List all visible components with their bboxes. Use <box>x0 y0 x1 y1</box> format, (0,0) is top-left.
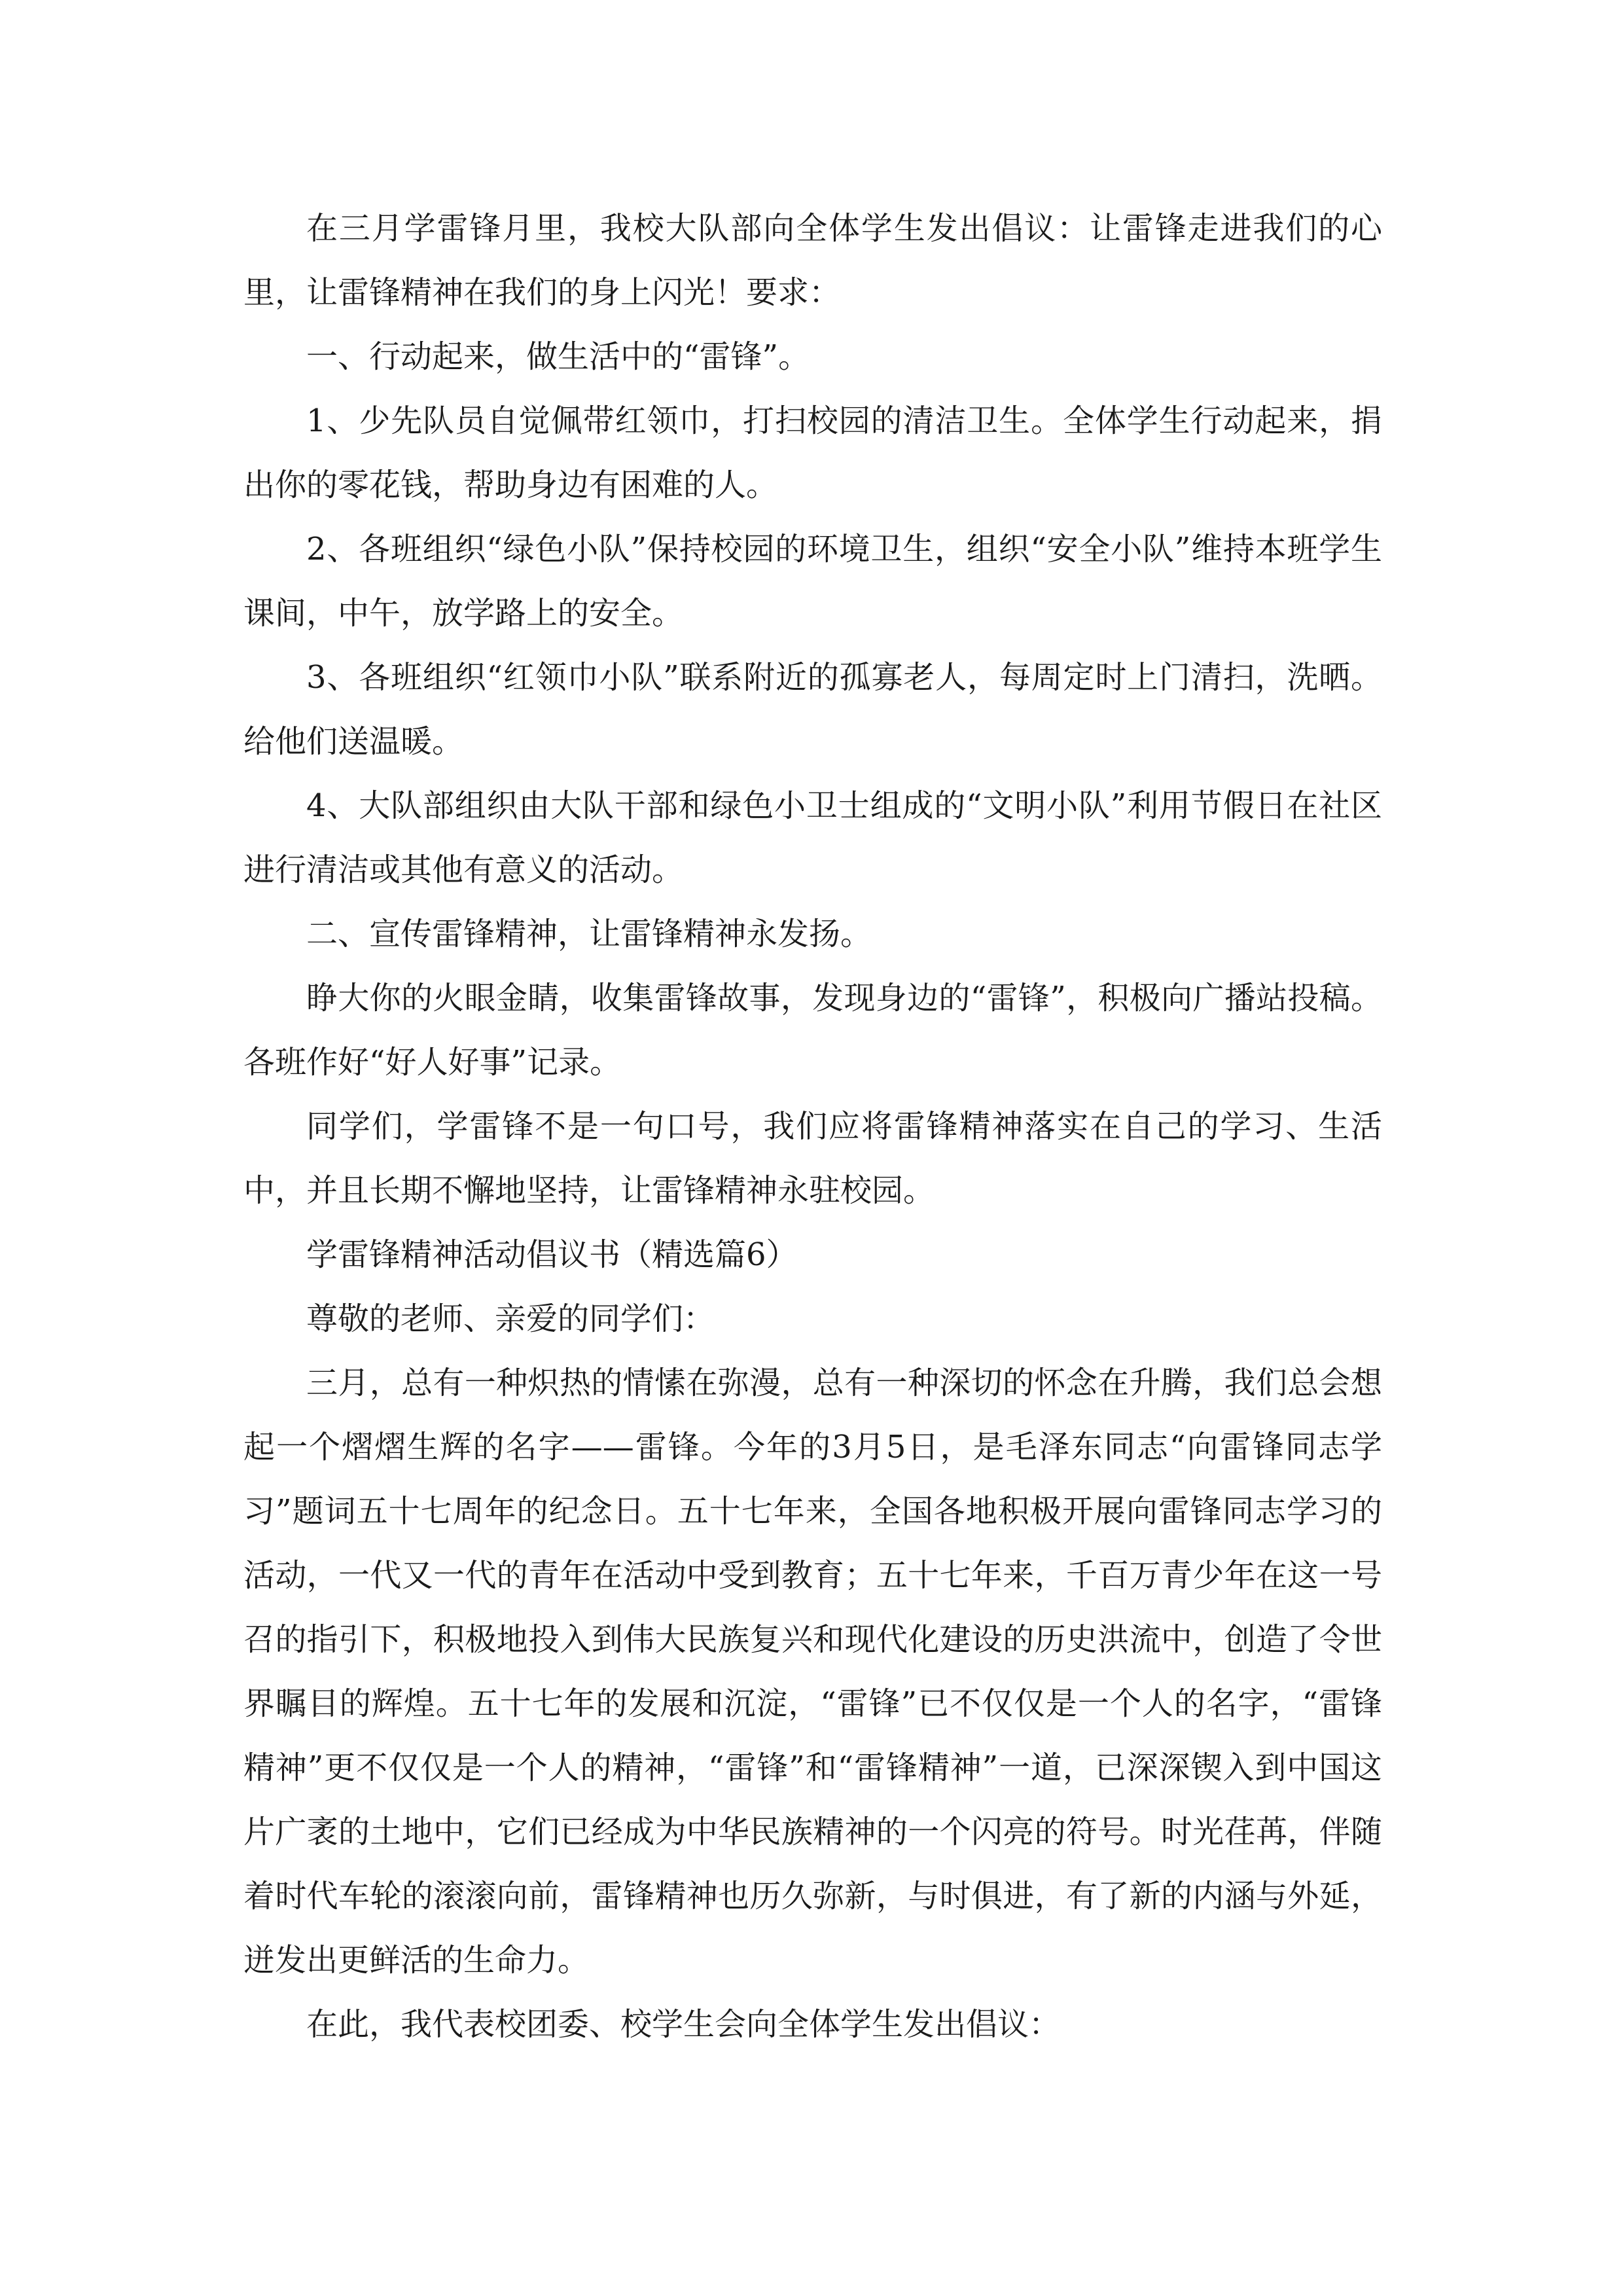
paragraph-intro: 在三月学雷锋月里，我校大队部向全体学生发出倡议：让雷锋走进我们的心里，让雷锋精神在我们的身上闪光！要求： <box>243 210 1382 311</box>
paragraph-march-memory: 三月，总有一种炽热的情愫在弥漫，总有一种深切的怀念在升腾，我们总会想起一个熠熠生辉的名字——雷锋。今年的3月5日，是毛泽东同志“向雷锋同志学习”题词五十七周年的纪念日。五十七年来，全国各地积极开展向雷锋同志学习的活动，一代又一代的青年在活动中受到教育；五十七年来，千百万青少年在这一号召的指引下，积极地投入到伟大民族复兴和现代化建设的历史洪流中，创造了令世界瞩目的辉煌。五十七年的发展和沉淀，“雷锋”已不仅仅是一个人的名字，“雷锋精神”更不仅仅是一个人的精神，“雷锋”和“雷锋精神”一道，已深深锲入到中国这片广袤的土地中，它们已经成为中华民族精神的一个闪亮的符号。时光荏苒，伴随着时代车轮的滚滚向前，雷锋精神也历久弥新，与时俱进，有了新的内涵与外延，迸发出更鲜活的生命力。 <box>243 1365 1382 1979</box>
paragraph-section-two-heading: 二、宣传雷锋精神，让雷锋精神永发扬。 <box>306 916 872 952</box>
document-body <box>243 196 1382 2056</box>
paragraph-proposal-intro: 在此，我代表校团委、校学生会向全体学生发出倡议： <box>306 2006 1061 2043</box>
paragraph-item-3: 3、各班组织“红领巾小队”联系附近的孤寡老人，每周定时上门清扫，洗晒。给他们送温暖。 <box>243 659 1382 760</box>
section-title: 学雷锋精神活动倡议书（精选篇6） <box>306 1236 798 1273</box>
paragraph-section-one-heading: 一、行动起来，做生活中的“雷锋”。 <box>306 338 810 375</box>
paragraph-closing: 同学们，学雷锋不是一句口号，我们应将雷锋精神落实在自己的学习、生活中，并且长期不懈地坚持，让雷锋精神永驻校园。 <box>243 1108 1382 1209</box>
salutation: 尊敬的老师、亲爱的同学们： <box>306 1300 715 1337</box>
paragraph-item-1: 1、少先队员自觉佩带红领巾，打扫校园的清洁卫生。全体学生行动起来，捐出你的零花钱，帮助身边有困难的人。 <box>243 403 1382 503</box>
paragraph-collect-stories: 睁大你的火眼金睛，收集雷锋故事，发现身边的“雷锋”，积极向广播站投稿。各班作好“好人好事”记录。 <box>243 980 1382 1081</box>
paragraph-item-2: 2、各班组织“绿色小队”保持校园的环境卫生，组织“安全小队”维持本班学生课间，中午，放学路上的安全。 <box>243 531 1382 632</box>
paragraph-item-4: 4、大队部组织由大队干部和绿色小卫士组成的“文明小队”利用节假日在社区进行清洁或其他有意义的活动。 <box>243 787 1382 888</box>
